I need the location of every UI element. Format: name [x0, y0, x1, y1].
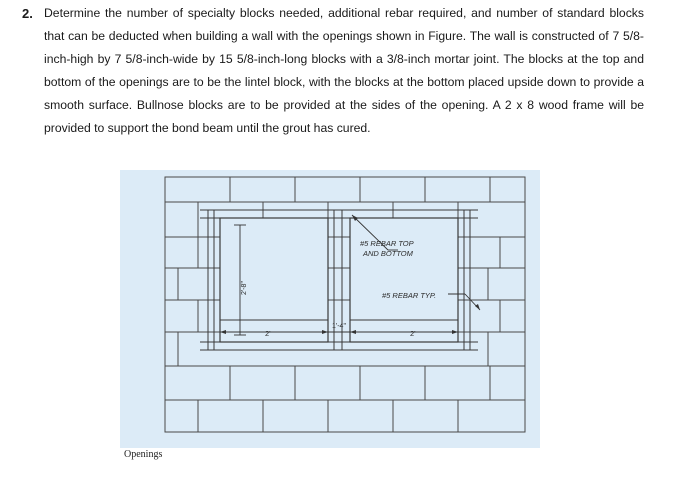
- figure-background: [120, 170, 540, 448]
- figure-caption: Openings: [124, 449, 163, 460]
- rebar-typ-label: #5 REBAR TYP.: [382, 291, 437, 300]
- openings-figure: [120, 170, 540, 448]
- opening-right: [350, 218, 458, 342]
- rebar-bottom-label: AND BOTTOM: [363, 249, 413, 258]
- width-right-label: 2': [410, 329, 416, 338]
- question-number: 2.: [22, 6, 33, 21]
- question-text: Determine the number of specialty blocks needed, additional rebar required, and number of standard blocks that can be deducted when building a wall with the openings shown in Figure. The wall is constructed of 7 5/8-inch-high by 7 5/8-inch-wide by 15 5/8-inch-long blocks with a 3/8-inch mortar joint. The blocks at the top and bottom of the openings are to be the lintel block, with the blocks at the bottom placed upside down to provide a smooth surface. Bullnose blocks are to be provided at the sides of the opening. A 2 x 8 wood frame will be provided to support the bond beam until the grout has cured.: [44, 6, 644, 135]
- opening-left: [220, 218, 328, 342]
- wall-elevation-drawing: [120, 170, 540, 448]
- height-dimension-label: 2'-8": [241, 281, 248, 295]
- rebar-top-label: #5 REBAR TOP: [360, 239, 414, 248]
- question-block: [22, 2, 644, 140]
- width-mid-label: 1'-4": [332, 323, 346, 330]
- width-left-label: 2': [265, 329, 271, 338]
